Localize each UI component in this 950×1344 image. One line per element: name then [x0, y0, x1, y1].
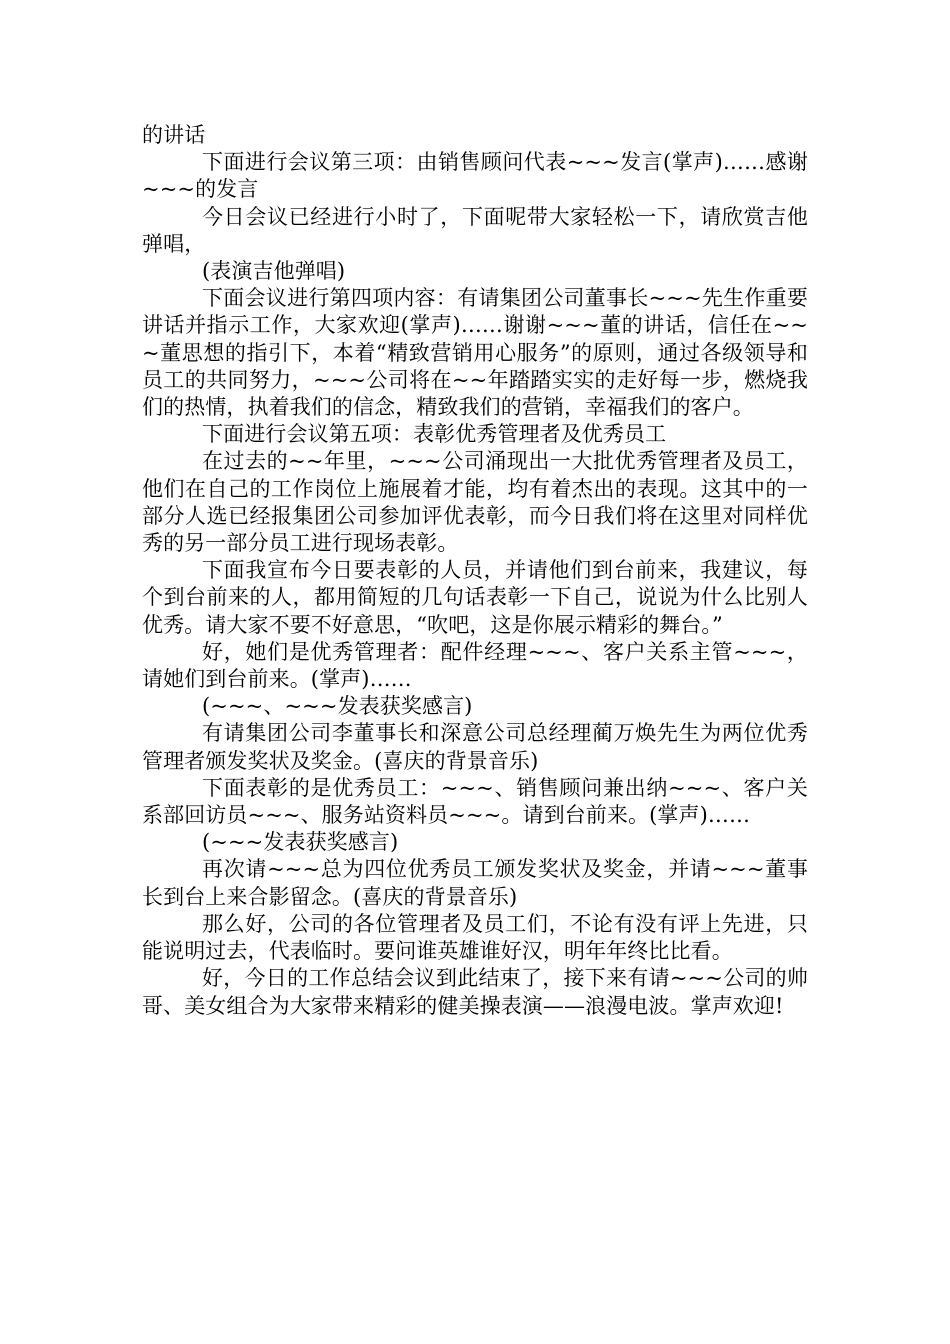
paragraph-2: 下面进行会议第三项：由销售顾问代表~~~发言(掌声)……感谢~~~的发言 [142, 150, 808, 202]
paragraph-12: 下面表彰的是优秀员工：~~~、销售顾问兼出纳~~~、客户关系部回访员~~~、服务站资料员~~~。请到台前来。(掌声)…… [142, 775, 808, 828]
paragraph-9: 好，她们是优秀管理者：配件经理~~~、客户关系主管~~~，请她们到台前来。(掌声)…… [142, 639, 808, 692]
paragraph-5: 下面会议进行第四项内容：有请集团公司董事长~~~先生作重要讲话并指示工作，大家欢迎(掌声)……谢谢~~~董的讲话，信任在~~~董思想的指引下，本着“精致营销用心服务”的原则，通过各级领导和员工的共同努力，~~~公司将在~~年踏踏实实的走好每一步，燃烧我们的热情，执着我们的信念，精致我们的营销，幸福我们的客户。 [142, 286, 808, 420]
paragraph-4: (表演吉他弹唱) [202, 259, 346, 284]
paragraph-3: 今日会议已经进行小时了，下面呢带大家轻松一下，请欣赏吉他弹唱， [142, 204, 808, 256]
paragraph-13: (~~~发表获奖感言) [202, 830, 399, 855]
paragraph-7: 在过去的~~年里，~~~公司涌现出一大批优秀管理者及员工，他们在自己的工作岗位上施展着才能，均有着杰出的表现。这其中的一部分人选已经报集团公司参加评优表彰，而今日我们将在这里对同样优秀的另一部分员工进行现场表彰。 [142, 449, 808, 556]
document-body [142, 122, 808, 1020]
paragraph-16: 好，今日的工作总结会议到此结束了，接下来有请~~~公司的帅哥、美女组合为大家带来精彩的健美操表演——浪漫电波。掌声欢迎! [142, 966, 808, 1018]
paragraph-1: 的讲话 [142, 123, 206, 147]
paragraph-8: 下面我宣布今日要表彰的人员，并请他们到台前来，我建议，每个到台前来的人，都用简短的几句话表彰一下自己，说说为什么比别人优秀。请大家不要不好意思，“吹吧，这是你展示精彩的舞台。” [142, 558, 808, 637]
paragraph-14: 再次请~~~总为四位优秀员工颁发奖状及奖金，并请~~~董事长到台上来合影留念。(喜庆的背景音乐) [142, 857, 808, 909]
paragraph-15: 那么好，公司的各位管理者及员工们，不论有没有评上先进，只能说明过去，代表临时。要问谁英雄谁好汉，明年年终比比看。 [142, 911, 808, 964]
paragraph-11: 有请集团公司李董事长和深意公司总经理蔺万焕先生为两位优秀管理者颁发奖状及奖金。(喜庆的背景音乐) [142, 721, 808, 773]
paragraph-10: (~~~、~~~发表获奖感言) [202, 694, 473, 719]
paragraph-6: 下面进行会议第五项：表彰优秀管理者及优秀员工 [202, 422, 667, 447]
